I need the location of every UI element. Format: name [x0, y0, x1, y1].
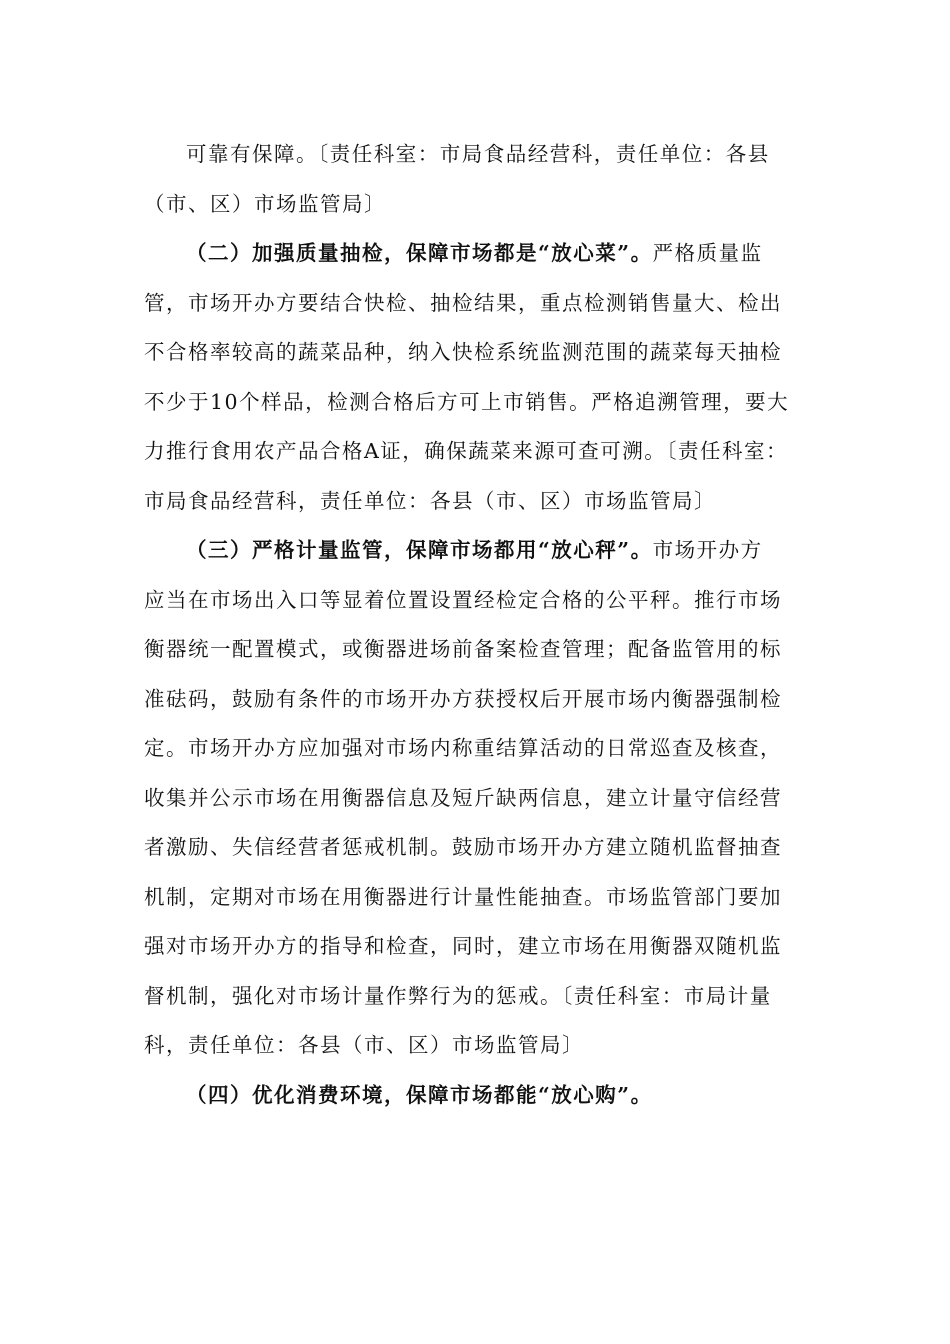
- paragraph-line: 应当在市场出入口等显着位置设置经检定合格的公平秤。推行市场: [144, 587, 782, 612]
- section-3-heading: （三）严格计量监管，保障市场都用“放心秤”。: [186, 538, 653, 562]
- paragraph-line: 可靠有保障。〔责任科室：市局食品经营科，责任单位：各县: [186, 142, 770, 166]
- paragraph-line: 科，责任单位：各县（市、区）市场监管局〕: [144, 1033, 584, 1057]
- paragraph-line: 机制，定期对市场在用衡器进行计量性能抽查。市场监管部门要加: [144, 884, 782, 909]
- paragraph-line: 力推行食用农产品合格A证，确保蔬菜来源可查可溯。〔责任科室：: [144, 439, 789, 463]
- section-4-first-line: [144, 1071, 816, 1121]
- paragraph-line: 衡器统一配置模式，或衡器进场前备案检查管理；配备监管用的标: [144, 637, 782, 661]
- paragraph-text: 严格质量监: [652, 241, 763, 265]
- paragraph-line: 不少于10个样品，检测合格后方可上市销售。严格追溯管理，要大: [144, 389, 790, 414]
- paragraph-line: 强对市场开办方的指导和检查，同时，建立市场在用衡器双随机监: [144, 934, 782, 958]
- paragraph-line: 管，市场开办方要结合快检、抽检结果，重点检测销售量大、检出: [144, 290, 782, 315]
- paragraph-line: 市局食品经营科，责任单位：各县（市、区）市场监管局〕: [144, 488, 716, 513]
- document-body: [144, 130, 816, 1120]
- paragraph-line: 定。市场开办方应加强对市场内称重结算活动的日常巡查及核查，: [144, 736, 782, 760]
- paragraph-text: 市场开办方: [652, 538, 763, 562]
- paragraph-line: （市、区）市场监管局〕: [144, 191, 386, 216]
- paragraph-line: 收集并公示市场在用衡器信息及短斤缺两信息，建立计量守信经营: [144, 785, 782, 810]
- paragraph-line: 准砝码，鼓励有条件的市场开办方获授权后开展市场内衡器强制检: [144, 686, 782, 711]
- section-2-heading: （二）加强质量抽检，保障市场都是“放心菜”。: [186, 241, 653, 265]
- paragraph-line: 者激励、失信经营者惩戒机制。鼓励市场开办方建立随机监督抽查: [144, 835, 782, 859]
- section-4-heading: （四）优化消费环境，保障市场都能“放心购”。: [186, 1082, 653, 1107]
- paragraph-line: 不合格率较高的蔬菜品种，纳入快检系统监测范围的蔬菜每天抽检: [144, 340, 782, 364]
- section-3-first-line: [144, 526, 816, 576]
- section-2-first-line: [144, 229, 816, 279]
- paragraph-line: 督机制，强化对市场计量作弊行为的惩戒。〔责任科室：市局计量: [144, 983, 772, 1008]
